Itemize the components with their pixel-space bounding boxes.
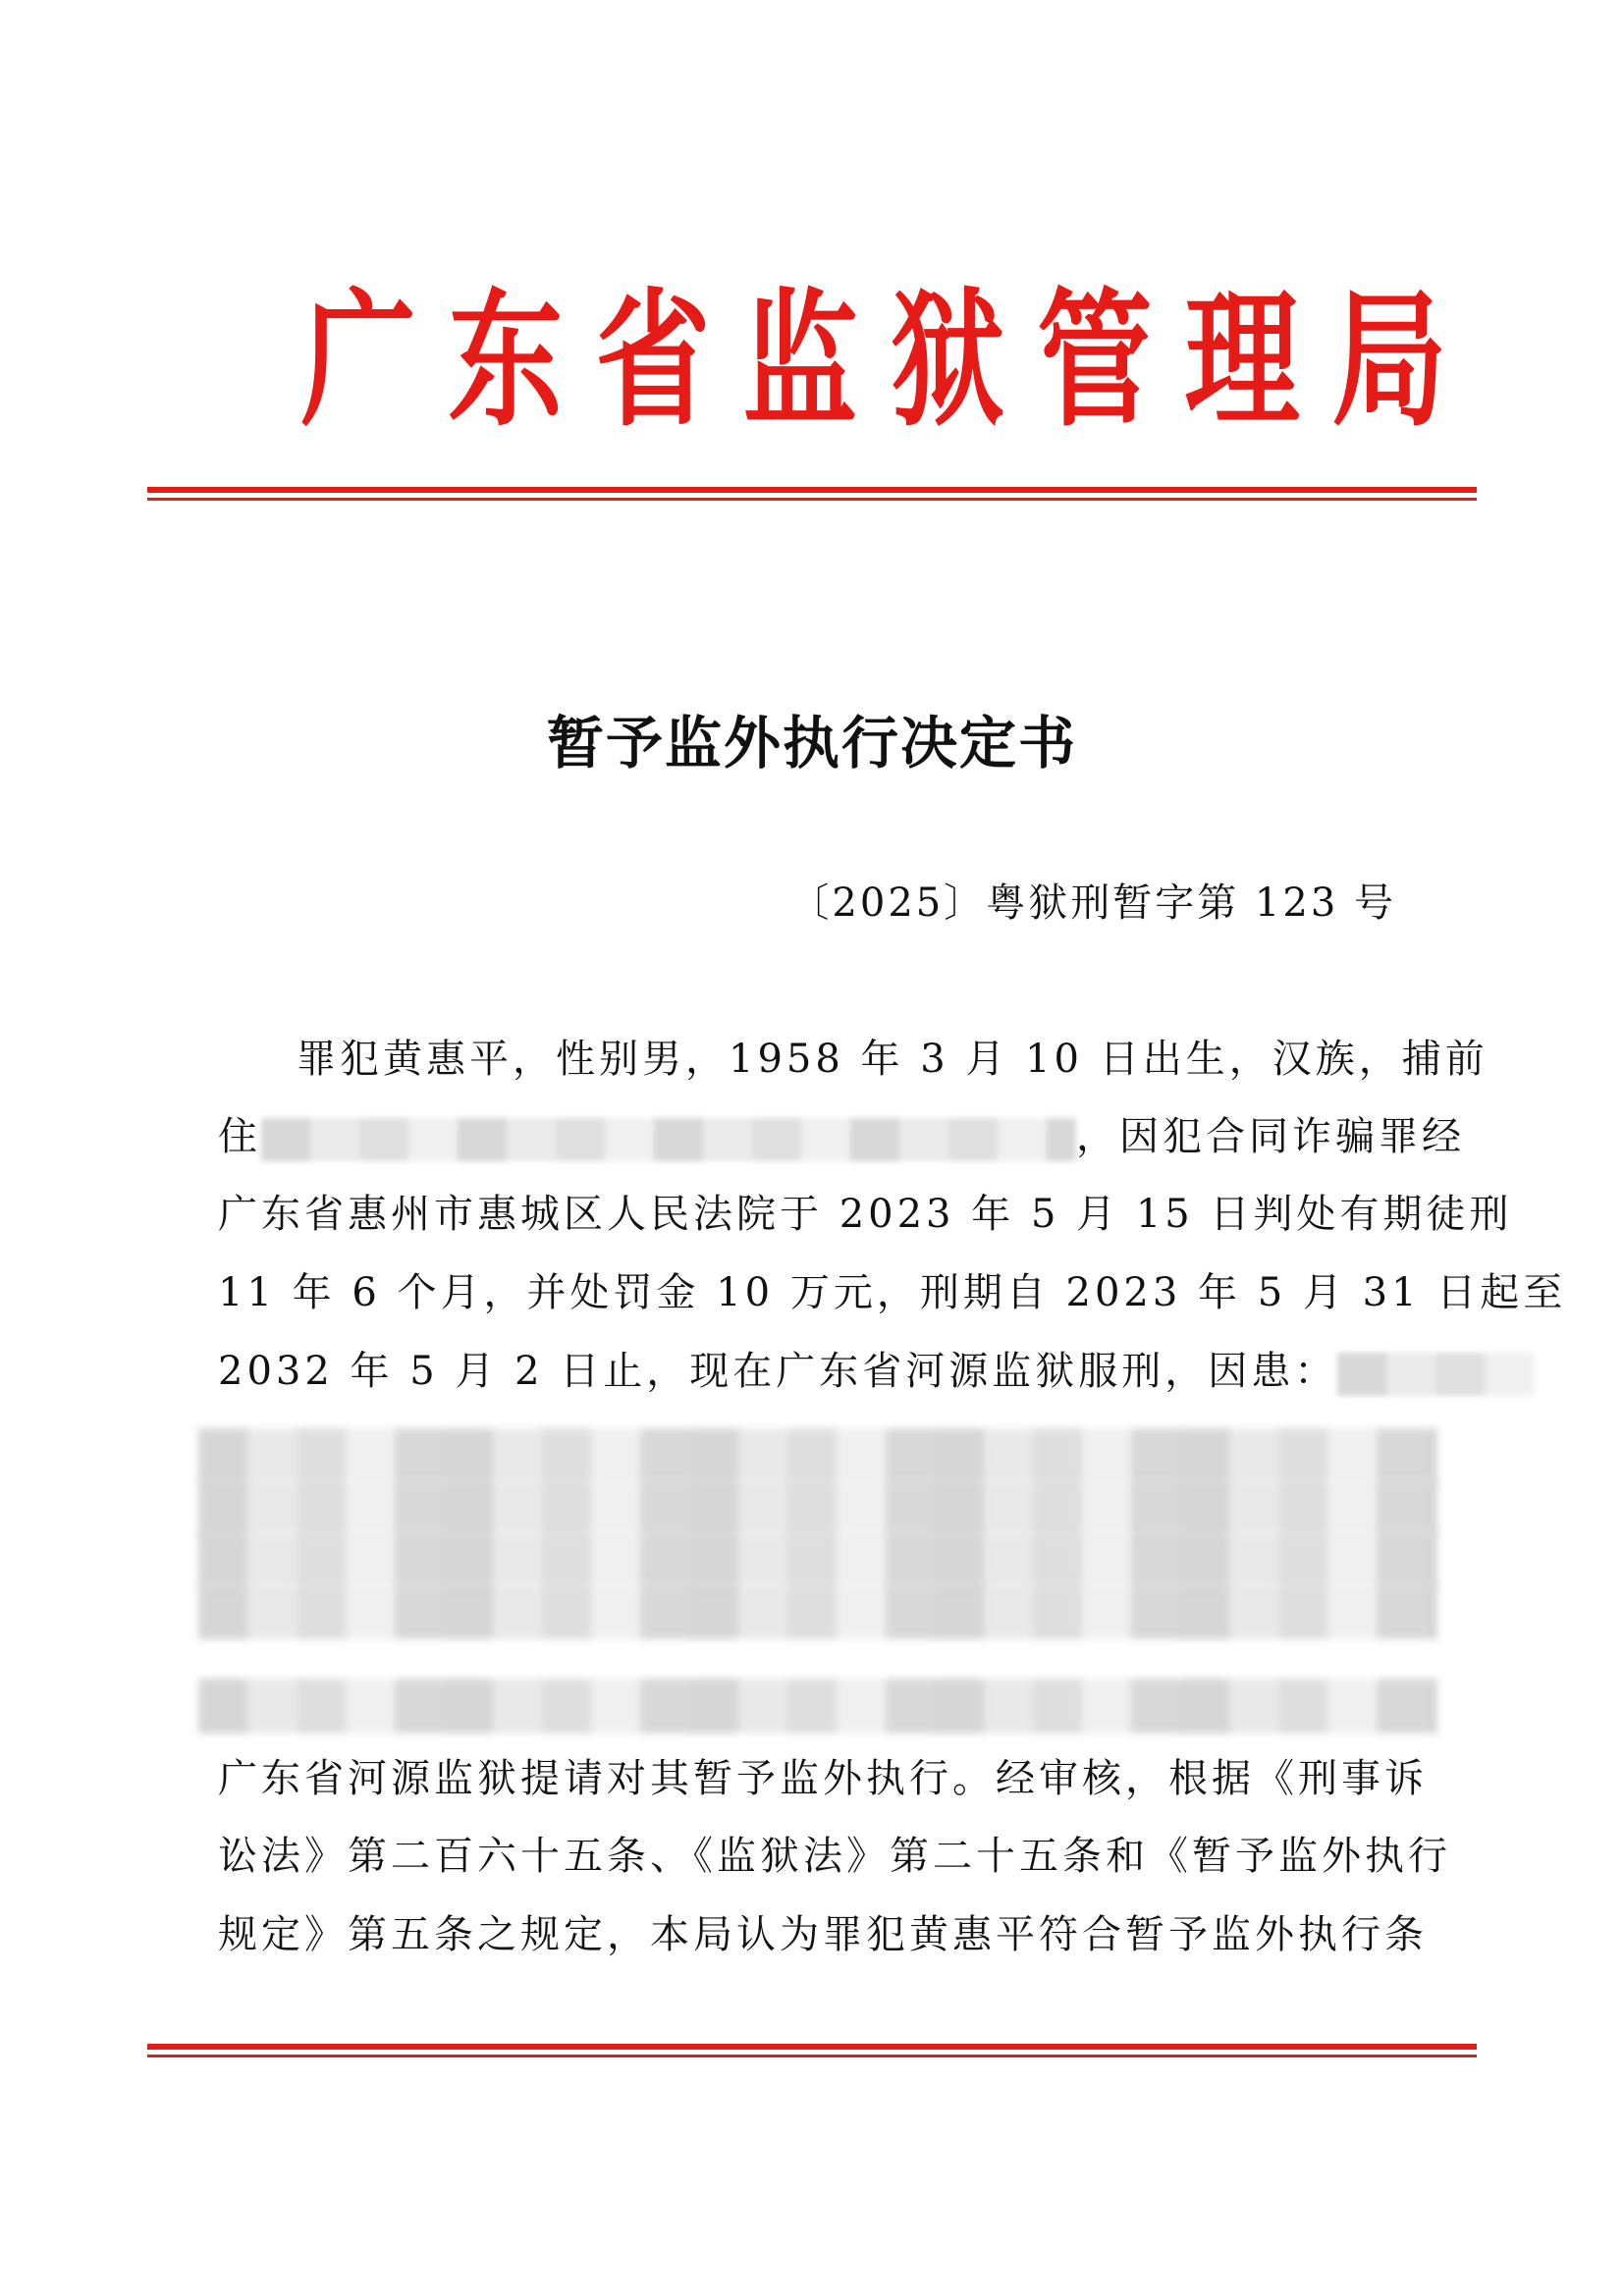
header-char: 监: [742, 276, 858, 447]
redacted-block: [198, 1480, 1437, 1535]
header-rule-thin: [147, 498, 1477, 501]
footer-rule-thin: [147, 2055, 1477, 2057]
body-text: 住: [218, 1114, 261, 1159]
document-number: 〔2025〕粤狱刑暂字第 123 号: [789, 881, 1396, 926]
body-line-6: 广东省河源监狱提请对其暂予监外执行。经审核，根据《刑事诉: [218, 1756, 1428, 1801]
redacted-block: [198, 1532, 1437, 1587]
header-char: 狱: [890, 276, 1005, 447]
body-line-2: [218, 1110, 1465, 1163]
redacted-block: [198, 1679, 1437, 1734]
header-char: 理: [1184, 276, 1300, 447]
body-line-4: 11 年 6 个月，并处罚金 10 万元，刑期自 2023 年 5 月 31 日起至: [218, 1270, 1567, 1315]
redacted-block: [198, 1428, 1437, 1483]
body-line-1: 罪犯黄惠平，性别男，1958 年 3 月 10 日出生，汉族，捕前: [297, 1037, 1489, 1082]
header-char: 省: [595, 276, 711, 447]
redacted-illness: [1337, 1353, 1534, 1396]
body-text: 2032 年 5 月 2 日止，现在广东省河源监狱服刑，因患：: [218, 1349, 1338, 1394]
header-char: 广: [300, 276, 416, 447]
body-text: ，因犯合同诈骗罪经: [1076, 1114, 1465, 1159]
redacted-address: [261, 1118, 1076, 1161]
header-char: 管: [1037, 276, 1153, 447]
body-line-7: 讼法》第二百六十五条、《监狱法》第二十五条和《暂予监外执行: [218, 1834, 1451, 1879]
document-title: 暂予监外执行决定书: [546, 710, 1077, 776]
footer-rule-thick: [147, 2044, 1477, 2050]
header-char: 东: [448, 276, 564, 447]
header-rule-thick: [147, 487, 1477, 493]
issuing-authority-header: [147, 273, 1477, 450]
body-line-5: [218, 1345, 1441, 1398]
header-char: 局: [1331, 276, 1447, 447]
redacted-block: [198, 1584, 1437, 1639]
body-line-8: 规定》第五条之规定，本局认为罪犯黄惠平符合暂予监外执行条: [218, 1912, 1428, 1957]
body-line-3: 广东省惠州市惠城区人民法院于 2023 年 5 月 15 日判处有期徒刑: [218, 1192, 1513, 1237]
